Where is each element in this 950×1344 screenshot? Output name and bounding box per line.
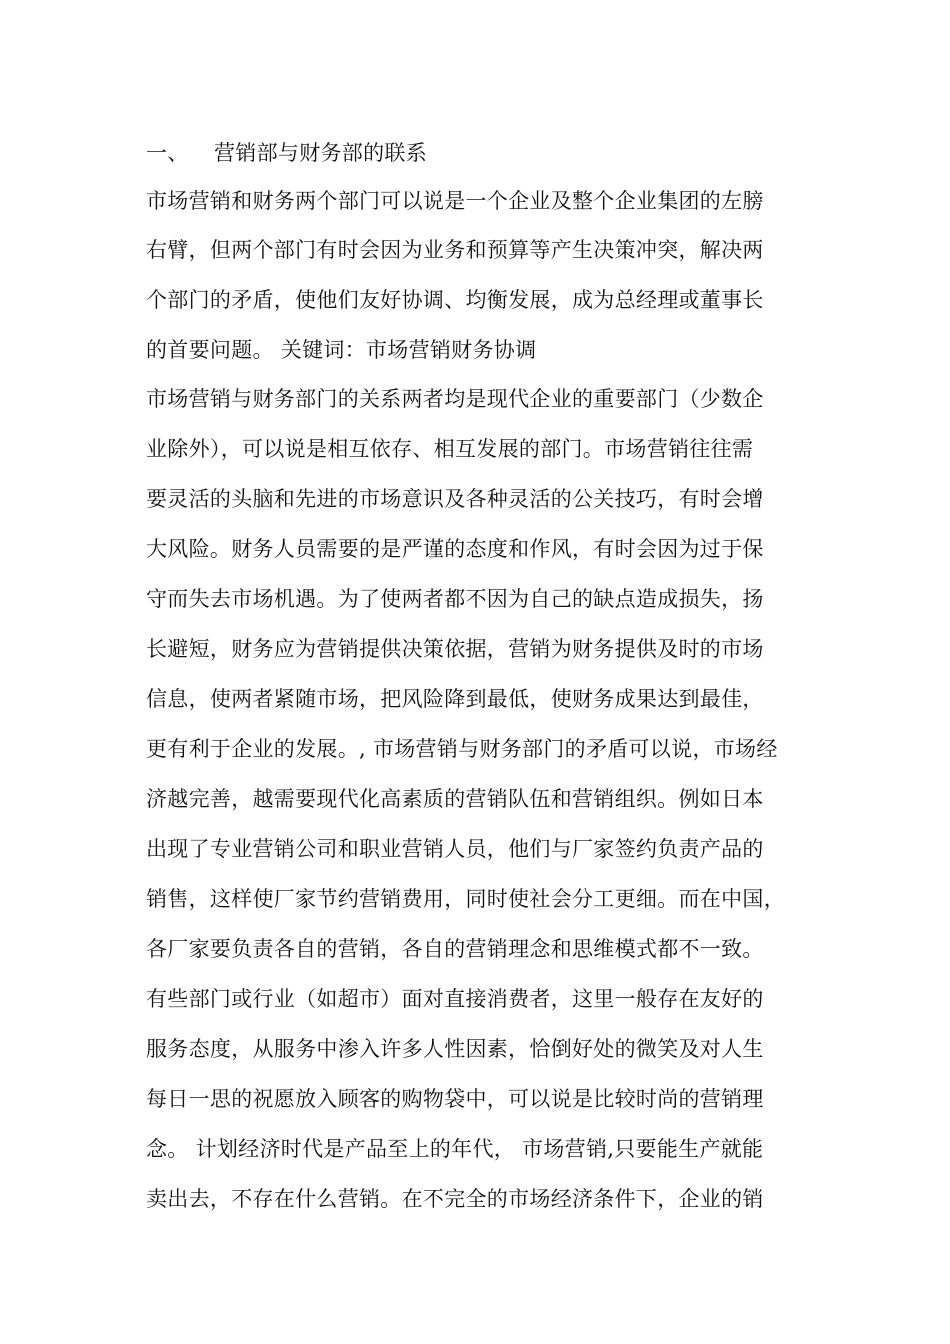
text-line: 守而失去市场机遇。为了使两者都不因为自己的缺点造成损失，扬: [146, 587, 764, 611]
section-title: 营销部与财务部的联系: [214, 141, 427, 165]
text-line: 有些部门或行业（如超市）面对直接消费者，这里一般存在友好的: [146, 987, 764, 1011]
text-line: 市场营销与财务部门的关系两者均是现代企业的重要部门（少数企: [146, 387, 764, 411]
text-line: 要灵活的头脑和先进的市场意识及各种灵活的公关技巧，有时会增: [146, 487, 764, 511]
text-line: 大风险。财务人员需要的是严谨的态度和作风，有时会因为过于保: [146, 537, 764, 561]
text-line: 服务态度，从服务中渗入许多人性因素，恰倒好处的微笑及对人生: [146, 1037, 764, 1061]
text-line: 卖出去，不存在什么营销。在不完全的市场经济条件下，企业的销: [146, 1187, 764, 1211]
section-heading: [146, 138, 806, 168]
text-line: 济越完善，越需要现代化高素质的营销队伍和营销组织。例如日本: [146, 787, 764, 811]
section-number: 一、: [146, 141, 189, 165]
text-line: 信息，使两者紧随市场，把风险降到最低，使财务成果达到最佳，: [146, 687, 764, 711]
text-line: 的首要问题。 关键词：市场营销财务协调: [146, 338, 537, 362]
text-line: 业除外），可以说是相互依存、相互发展的部门。市场营销往往需: [146, 437, 754, 461]
text-line: 每日一思的祝愿放入顾客的购物袋中，可以说是比较时尚的营销理: [146, 1087, 764, 1111]
text-line: 各厂家要负责各自的营销，各自的营销理念和思维模式都不一致。: [146, 937, 764, 961]
text-line: 销售，这样使厂家节约营销费用，同时使社会分工更细。而在中国，: [146, 887, 785, 911]
text-line: 念。 计划经济时代是产品至上的年代， 市场营销,只要能生产就能: [146, 1137, 764, 1161]
text-line: 个部门的矛盾，使他们友好协调、均衡发展，成为总经理或董事长: [146, 288, 764, 312]
text-line: 出现了专业营销公司和职业营销人员，他们与厂家签约负责产品的: [146, 837, 764, 861]
text-line: 市场营销和财务两个部门可以说是一个企业及整个企业集团的左膀: [146, 189, 764, 213]
text-line: 长避短，财务应为营销提供决策依据，营销为财务提供及时的市场: [146, 637, 764, 661]
text-line: 右臂，但两个部门有时会因为业务和预算等产生决策冲突，解决两: [146, 238, 764, 262]
text-line: 更有利于企业的发展。, 市场营销与财务部门的矛盾可以说，市场经: [146, 737, 778, 761]
